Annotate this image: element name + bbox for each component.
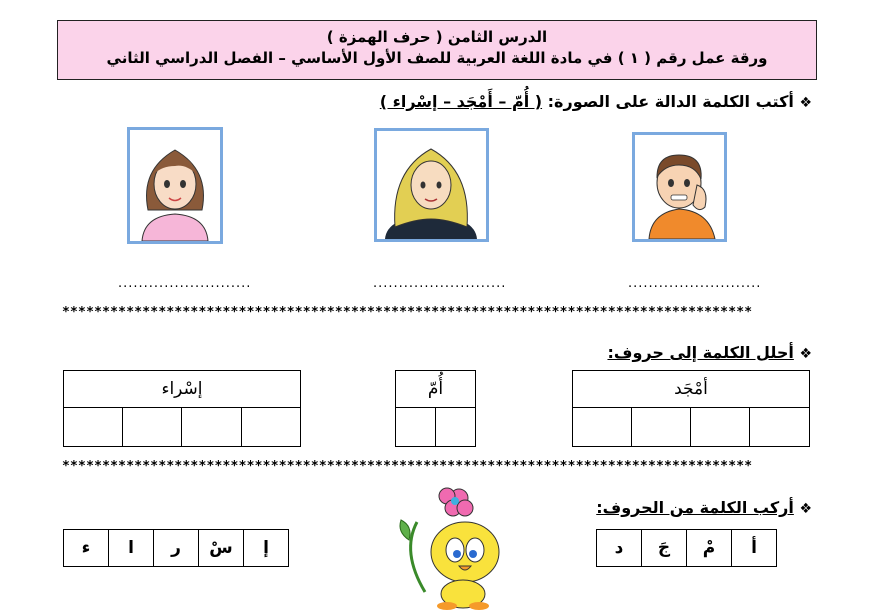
star-separator: ************************************************************************************** bbox=[62, 305, 753, 320]
bullet-icon: ❖ bbox=[799, 501, 812, 517]
letter-box[interactable] bbox=[64, 408, 123, 447]
girl-picture bbox=[127, 127, 223, 244]
worksheet-header bbox=[57, 20, 817, 80]
letter-box[interactable] bbox=[632, 408, 691, 447]
letter-cell: مْ bbox=[687, 530, 732, 567]
section2-title bbox=[607, 343, 812, 362]
worksheet-subtitle: ورقة عمل رقم ( ١ ) في مادة اللغة العربية للصف الأول الأساسي – الفصل الدراسي الثاني bbox=[106, 49, 768, 67]
analyze-table-israa bbox=[63, 370, 301, 447]
letter-box[interactable] bbox=[182, 408, 241, 447]
section1-instruction: أكتب الكلمة الدالة على الصورة: bbox=[547, 92, 794, 111]
letters-amjad bbox=[596, 529, 777, 567]
letter-box[interactable] bbox=[573, 408, 632, 447]
letter-box[interactable] bbox=[750, 408, 810, 447]
letter-cell: إ bbox=[244, 530, 289, 567]
star-separator: ************************************************************************************** bbox=[62, 459, 753, 474]
letter-box[interactable] bbox=[436, 408, 476, 447]
mother-illustration bbox=[377, 131, 486, 239]
section1-word-hint: ( أُمّ – أَمْجَد – إسْراء ) bbox=[379, 92, 543, 111]
word-amjad: أمْجَد bbox=[573, 371, 810, 408]
section2-instruction: أحلل الكلمة إلى حروف: bbox=[607, 343, 794, 362]
bird-with-flower-illustration bbox=[395, 482, 515, 610]
analyze-table-amjad bbox=[572, 370, 810, 447]
letter-box[interactable] bbox=[241, 408, 300, 447]
letter-cell: جَ bbox=[642, 530, 687, 567]
analyze-table-umm bbox=[395, 370, 476, 447]
mother-picture bbox=[374, 128, 489, 242]
answer-line-girl[interactable]: .......................... bbox=[118, 276, 252, 291]
bullet-icon: ❖ bbox=[799, 95, 812, 111]
letter-box[interactable] bbox=[691, 408, 750, 447]
letter-box[interactable] bbox=[396, 408, 436, 447]
letter-cell: سْ bbox=[199, 530, 244, 567]
girl-illustration bbox=[130, 130, 220, 241]
answer-line-boy[interactable]: .......................... bbox=[628, 276, 762, 291]
boy-illustration bbox=[635, 135, 724, 239]
answer-line-mother[interactable]: .......................... bbox=[373, 276, 507, 291]
letter-cell: د bbox=[597, 530, 642, 567]
section3-title bbox=[596, 498, 812, 517]
section3-instruction: أركب الكلمة من الحروف: bbox=[596, 498, 794, 517]
letter-cell: ا bbox=[109, 530, 154, 567]
word-umm: أُمّ bbox=[396, 371, 476, 408]
lesson-title: الدرس الثامن ( حرف الهمزة ) bbox=[326, 28, 548, 46]
letters-israa bbox=[63, 529, 289, 567]
boy-picture bbox=[632, 132, 727, 242]
section1-title bbox=[380, 92, 812, 111]
letter-box[interactable] bbox=[123, 408, 182, 447]
word-israa: إسْراء bbox=[64, 371, 301, 408]
letter-cell: أ bbox=[732, 530, 777, 567]
bullet-icon: ❖ bbox=[799, 346, 812, 362]
letter-cell: ر bbox=[154, 530, 199, 567]
letter-cell: ء bbox=[64, 530, 109, 567]
bird-illustration bbox=[395, 482, 515, 610]
